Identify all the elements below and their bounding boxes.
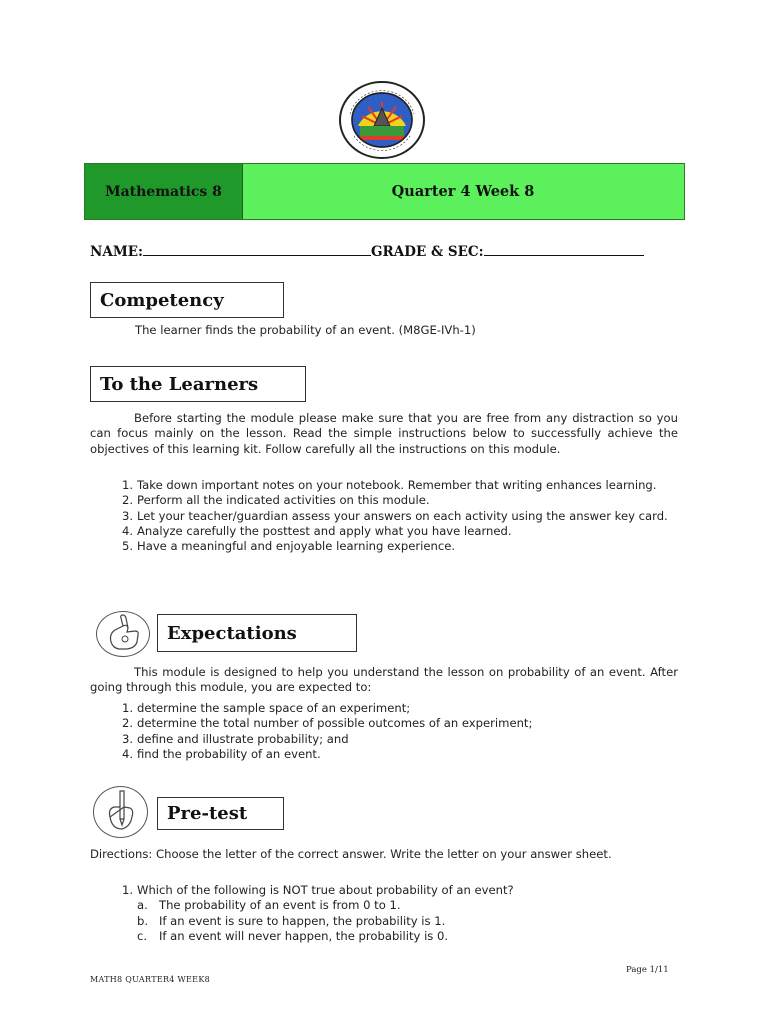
student-info-line	[90, 244, 680, 264]
list-item-text: Have a meaningful and enjoyable learning experience.	[137, 539, 456, 554]
list-item-text: determine the sample space of an experiment;	[137, 701, 411, 715]
list-item-number: 3.	[121, 508, 133, 523]
question-text: Which of the following is NOT true about probability of an event?	[137, 883, 514, 897]
list-item-text: determine the total number of possible outcomes of an experiment;	[137, 716, 533, 731]
quarter-week-title: Quarter 4 Week 8	[391, 183, 535, 200]
choice-text: If an event is sure to happen, the probability is 1.	[159, 913, 446, 928]
expectations-heading	[157, 614, 357, 652]
question-number: 1.	[121, 883, 133, 897]
list-item-text: Analyze carefully the posttest and apply what you have learned.	[137, 523, 512, 538]
list-item-number: 5.	[121, 539, 133, 554]
list-item-text: Let your teacher/guardian assess your answers on each activity using the answer key card.	[137, 508, 668, 523]
page-number: Page 1/11	[626, 965, 669, 975]
competency-heading	[90, 282, 284, 318]
to-the-learners-list	[113, 478, 678, 554]
pretest-title: Pre-test	[167, 803, 248, 824]
list-item-number: 2.	[121, 716, 133, 731]
list-item	[113, 716, 678, 731]
list-item	[113, 539, 678, 554]
module-header-band	[84, 163, 685, 220]
list-item	[113, 701, 678, 716]
list-item	[113, 524, 678, 539]
list-item	[113, 747, 678, 762]
list-item-number: 4.	[121, 746, 133, 761]
choice-letter: c.	[137, 928, 148, 943]
pointing-hand-icon	[96, 611, 150, 657]
choice-letter: a.	[137, 898, 148, 913]
choice-text: The probability of an event is from 0 to 1.	[159, 898, 401, 913]
answer-choice	[137, 914, 678, 929]
choice-letter: b.	[137, 913, 149, 928]
hand-holding-pencil-icon	[93, 786, 148, 838]
to-the-learners-heading	[90, 366, 306, 402]
expectations-list	[113, 701, 678, 762]
list-item-text: Perform all the indicated activities on this module.	[137, 493, 430, 508]
to-the-learners-intro: Before starting the module please make sure that you are free from any distraction so you can focus mainly on the lesson. Read the simple instructions below to successfully achieve the objectives of this learning kit. Follow carefully all the instructions on this module.	[90, 411, 678, 456]
name-blank[interactable]	[143, 245, 371, 256]
competency-text: The learner finds the probability of an event. (M8GE-IVh-1)	[135, 323, 476, 337]
expectations-intro: This module is designed to help you understand the lesson on probability of an event. After going through this module, you are expected to:	[90, 665, 678, 695]
grade-sec-label: GRADE & SEC:	[371, 244, 484, 260]
pretest-directions: Directions: Choose the letter of the correct answer. Write the letter on your answer sheet.	[90, 847, 612, 861]
pretest-heading	[157, 797, 284, 830]
list-item-text: Take down important notes on your notebook. Remember that writing enhances learning.	[137, 478, 657, 492]
list-item-number: 1.	[121, 701, 133, 715]
list-item	[113, 478, 678, 493]
expectations-title: Expectations	[167, 622, 297, 644]
list-item-number: 3.	[121, 731, 133, 746]
list-item	[113, 732, 678, 747]
answer-choice	[137, 929, 678, 944]
list-item	[113, 509, 678, 524]
list-item-number: 2.	[121, 493, 133, 508]
name-label: NAME:	[90, 244, 144, 260]
list-item-text: find the probability of an event.	[137, 746, 321, 761]
schools-division-office-caloocan-city-seal	[338, 80, 426, 160]
grade-sec-blank[interactable]	[484, 245, 644, 256]
pretest-questions	[113, 883, 678, 944]
competency-title: Competency	[100, 289, 224, 311]
list-item-text: define and illustrate probability; and	[137, 731, 349, 746]
list-item-number: 4.	[121, 523, 133, 538]
answer-choice	[137, 898, 678, 913]
question-item	[113, 883, 678, 944]
to-the-learners-title: To the Learners	[100, 373, 259, 395]
footer-module-code: MATH8 QUARTER4 WEEK8	[90, 975, 210, 984]
list-item	[113, 493, 678, 508]
choice-text: If an event will never happen, the probability is 0.	[159, 928, 449, 943]
list-item-number: 1.	[121, 478, 133, 492]
subject-title: Mathematics 8	[85, 164, 243, 219]
